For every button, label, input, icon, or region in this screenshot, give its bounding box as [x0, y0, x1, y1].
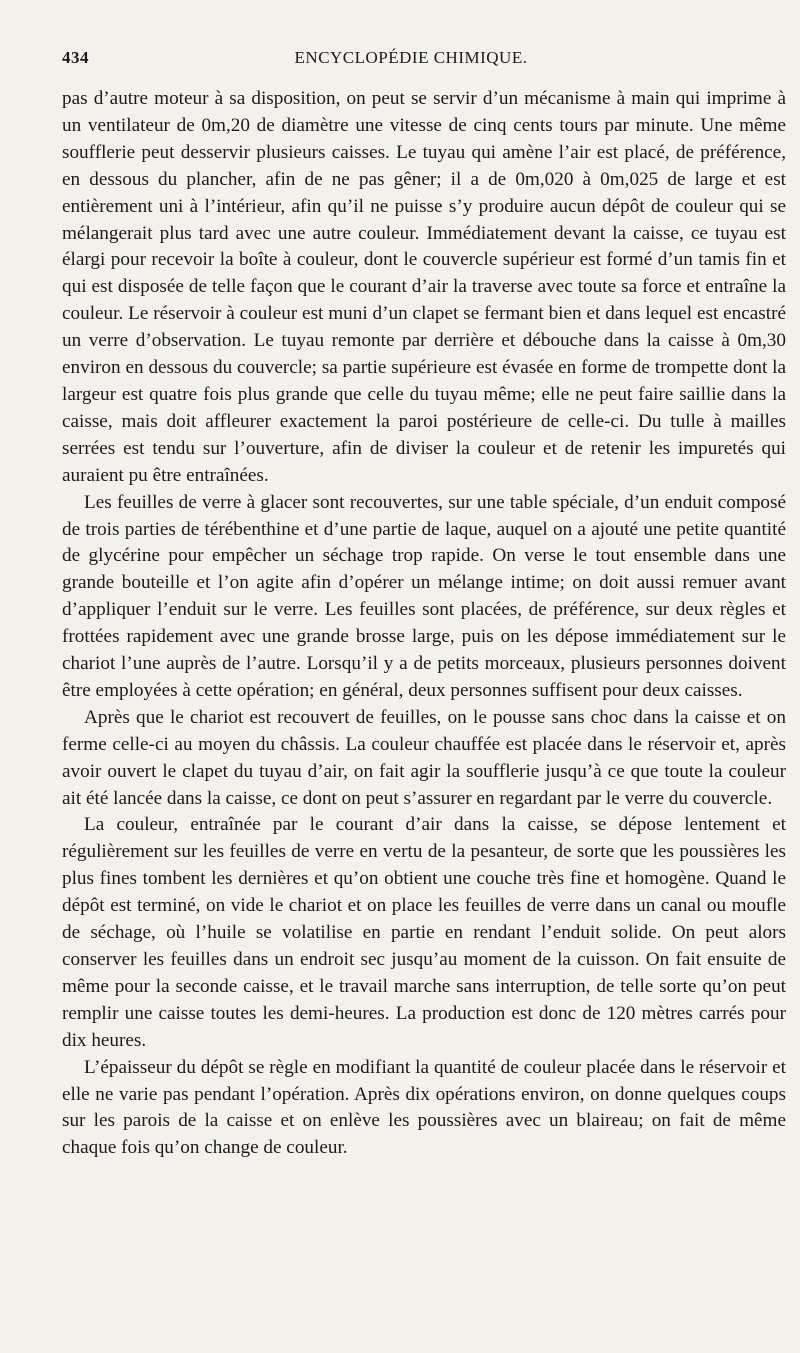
- body-text: [62, 86, 786, 1162]
- paragraph: Après que le chariot est recouvert de feuilles, on le pousse sans choc dans la caisse et on ferme celle-ci au moyen du châssis. La couleur chauffée est placée dans le réservoir et, après avoir ouvert le clapet du tuyau d’air, on fait agir la soufflerie jusqu’à ce que toute la couleur ait été lancée dans la caisse, ce dont on peut s’assurer en regardant par le verre du couvercle.: [62, 706, 786, 809]
- paragraph: Les feuilles de verre à glacer sont recouvertes, sur une table spéciale, d’un enduit composé de trois parties de térébenthine et d’une partie de laque, auquel on a ajouté une petite quantité de glycérine pour empêcher un séchage trop rapide. On verse le tout ensemble dans une grande bouteille et l’on agite afin d’opérer un mélange intime; on doit aussi remuer avant d’appliquer l’enduit sur le verre. Les feuilles sont placées, de préférence, sur deux règles et frottées rapidement avec une grande brosse large, puis on les dépose immédiatement sur le chariot l’une auprès de l’autre. Lorsqu’il y a de petits morceaux, plusieurs personnes doivent être employées à cette opération; en général, deux personnes suffisent pour deux caisses.: [62, 491, 786, 701]
- paragraph: L’épaisseur du dépôt se règle en modifiant la quantité de couleur placée dans le réservoir et elle ne varie pas pendant l’opération. Après dix opérations environ, on donne quelques coups sur les parois de la caisse et on enlève les poussières avec un blaireau; on fait de même chaque fois qu’on change de couleur.: [62, 1056, 786, 1159]
- paragraph: pas d’autre moteur à sa disposition, on peut se servir d’un mécanisme à main qui imprime à un ventilateur de 0m,20 de diamètre une vitesse de cinq cents tours par minute. Une même soufflerie peut desservir plusieurs caisses. Le tuyau qui amène l’air est placé, de préférence, en dessous du plancher, afin de ne pas gêner; il a de 0m,020 à 0m,025 de large et est entièrement uni à l’intérieur, afin qu’il ne puisse s’y produire aucun dépôt de couleur qui se mélangerait plus tard avec une autre couleur. Immédiatement devant la caisse, ce tuyau est élargi pour recevoir la boîte à couleur, dont le couvercle supérieur est formé d’un tamis fin et qui est disposée de telle façon que le courant d’air la traverse avec toute sa force et entraîne la couleur. Le réservoir à couleur est muni d’un clapet se fermant bien et dans lequel est encastré un verre d’observation. Le tuyau remonte par derrière et débouche dans la caisse à 0m,30 environ en dessous du couvercle; sa partie supérieure est évasée en forme de trompette dont la largeur est quatre fois plus grande que celle du tuyau même; elle ne peut faire saillie dans la caisse, mais doit affleurer exactement la paroi postérieure de celle-ci. Du tulle à mailles serrées est tendu sur l’ouverture, afin de diviser la couleur et de retenir les impuretés qui auraient pu être entraînées.: [62, 88, 786, 486]
- page-number: 434: [62, 48, 89, 67]
- running-title: ENCYCLOPÉDIE CHIMIQUE.: [294, 48, 528, 67]
- page-header: [62, 48, 760, 72]
- paragraph: La couleur, entraînée par le courant d’air dans la caisse, se dépose lentement et régulièrement sur les feuilles de verre en vertu de la pesanteur, de sorte que les poussières les plus fines tombent les dernières et qu’on obtient une couche très fine et homogène. Quand le dépôt est terminé, on vide le chariot et on place les feuilles de verre dans un canal ou moufle de séchage, où l’huile se volatilise en partie en rendant l’enduit solide. On peut alors conserver les feuilles dans un endroit sec jusqu’au moment de la cuisson. On fait ensuite de même pour la seconde caisse, et le travail marche sans interruption, de telle sorte qu’on peut remplir une caisse toutes les demi-heures. La production est donc de 120 mètres carrés pour dix heures.: [62, 814, 786, 1051]
